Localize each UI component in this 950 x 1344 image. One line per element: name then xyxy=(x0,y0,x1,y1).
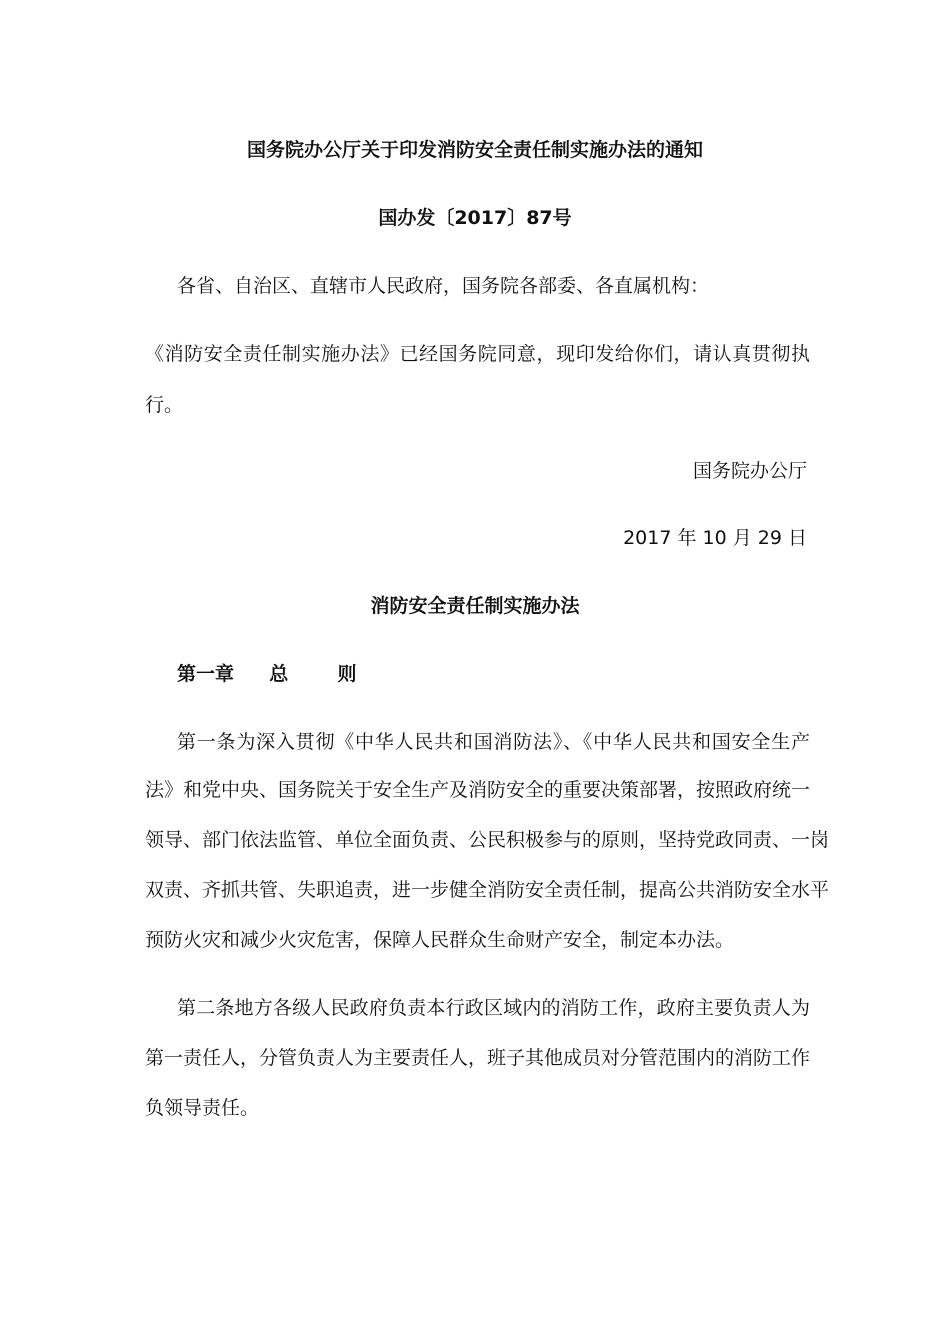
article-line: 预防火灾和减少火灾危害，保障人民群众生命财产安全，制定本办法。 xyxy=(145,929,735,951)
article-line: 双责、齐抓共管、失职追责，进一步健全消防安全责任制，提高公共消防安全水平 xyxy=(145,879,830,901)
notice-title: 国务院办公厅关于印发消防安全责任制实施办法的通知 xyxy=(246,139,703,161)
article-line: 领导、部门依法监管、单位全面负责、公民积极参与的原则，坚持党政同责、一岗 xyxy=(145,829,830,851)
addressee: 各省、自治区、直辖市人民政府，国务院各部委、各直属机构： xyxy=(177,275,710,297)
article-line: 第二条地方各级人民政府负责本行政区域内的消防工作，政府主要负责人为 xyxy=(177,997,810,1019)
article-line: 负领导责任。 xyxy=(145,1097,260,1119)
chapter-number: 第一章 xyxy=(177,663,235,685)
notice-body-line: 《消防安全责任制实施办法》已经国务院同意，现印发给你们，请认真贯彻执 xyxy=(145,343,810,365)
article-line: 第一条为深入贯彻《中华人民共和国消防法》、《中华人民共和国安全生产 xyxy=(177,731,810,753)
article-line: 第一责任人，分管负责人为主要责任人，班子其他成员对分管范围内的消防工作 xyxy=(145,1047,811,1069)
chapter-name-part: 则 xyxy=(337,663,357,685)
chapter-heading xyxy=(177,662,357,686)
document-number: 国办发〔2017〕87号 xyxy=(378,207,572,229)
notice-body-line: 行。 xyxy=(145,394,184,416)
issuer-signature: 国务院办公厅 xyxy=(692,460,807,482)
chapter-name-part: 总 xyxy=(269,663,289,685)
issue-date: 2017 年 10 月 29 日 xyxy=(623,527,807,549)
article-line: 法》和党中央、国务院关于安全生产及消防安全的重要决策部署，按照政府统一 xyxy=(145,779,811,801)
measures-title: 消防安全责任制实施办法 xyxy=(370,595,580,617)
